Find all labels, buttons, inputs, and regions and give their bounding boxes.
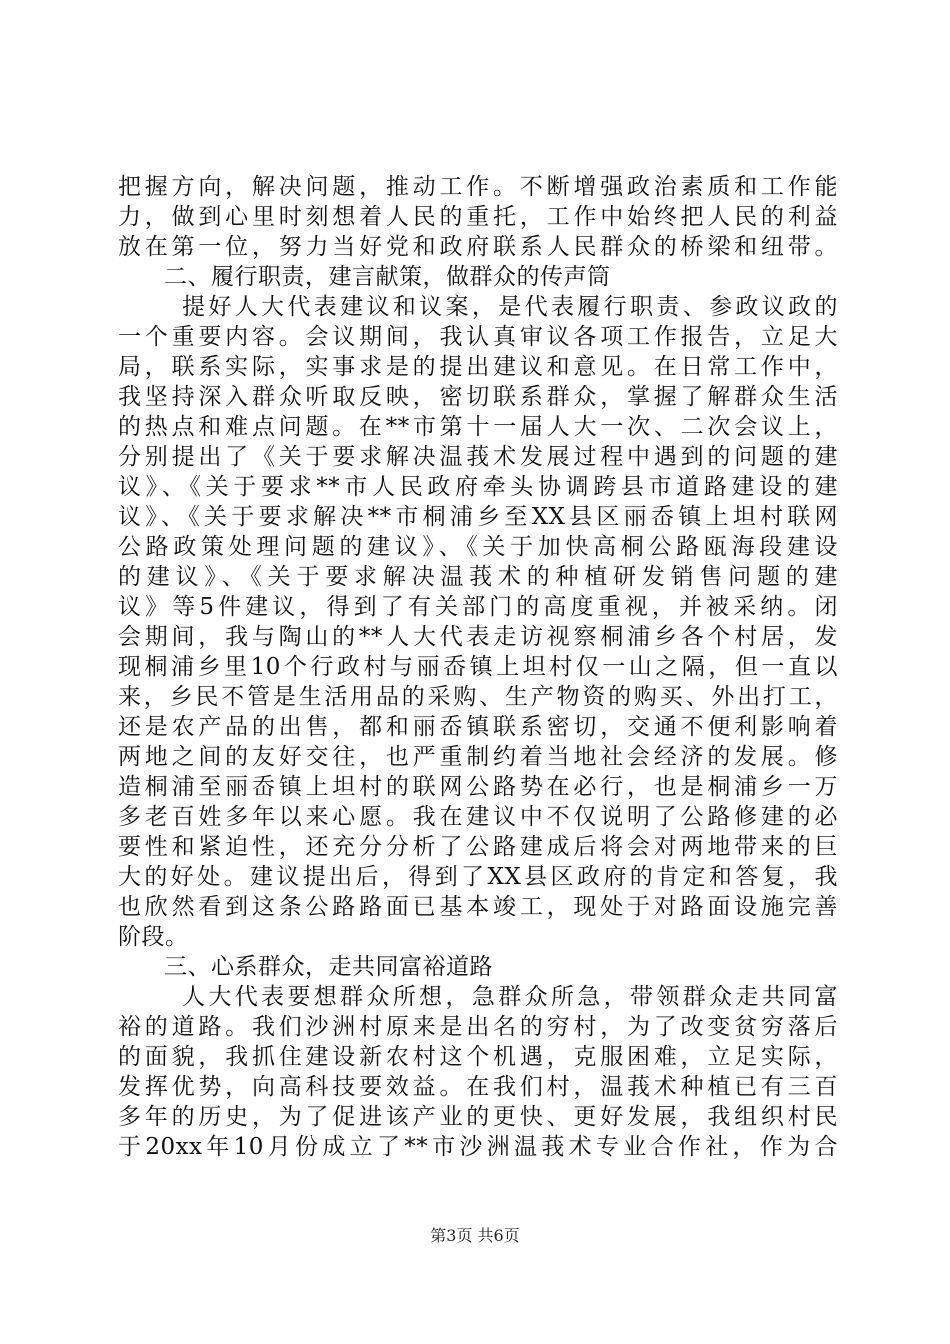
text-line: 局，联系实际，实事求是的提出建议和意见。在日常工作中， — [118, 354, 838, 380]
text-line: 的建议》、《关于要求解决温莪术的种植研发销售问题的建 — [118, 564, 838, 590]
text-line: 还是农产品的出售，都和丽岙镇联系密切，交通不便利影响着 — [118, 714, 838, 740]
section-heading: 三、心系群众，走共同富裕道路 — [164, 954, 493, 980]
text-line: 来，乡民不管是生活用品的采购、生产物资的购买、外出打工， — [118, 684, 838, 710]
text-line: 一个重要内容。会议期间，我认真审议各项工作报告，立足大 — [118, 324, 838, 350]
text-line: 造桐浦至丽岙镇上坦村的联网公路势在必行，也是桐浦乡一万 — [118, 774, 838, 800]
text-line: 议》等5件建议，得到了有关部门的高度重视，并被采纳。闭 — [118, 594, 838, 620]
text-line: 我坚持深入群众听取反映，密切联系群众，掌握了解群众生活 — [118, 384, 838, 410]
page-number-footer: 第3页 共6页 — [430, 1226, 520, 1245]
text-line: 发挥优势，向高科技要效益。在我们村，温莪术种植已有三百 — [118, 1074, 838, 1100]
text-line: 多年的历史，为了促进该产业的更快、更好发展，我组织村民 — [118, 1104, 838, 1130]
text-line: 于20xx年10月份成立了**市沙洲温莪术专业合作社，作为合 — [118, 1134, 838, 1160]
text-line: 裕的道路。我们沙洲村原来是出名的穷村，为了改变贫穷落后 — [118, 1014, 838, 1040]
text-line: 放在第一位，努力当好党和政府联系人民群众的桥梁和纽带。 — [118, 234, 838, 260]
text-line: 人大代表要想群众所想，急群众所急，带领群众走共同富 — [182, 984, 838, 1010]
text-line: 大的好处。建议提出后，得到了XX县区政府的肯定和答复，我 — [118, 864, 838, 890]
text-line: 议》、《关于要求**市人民政府牵头协调跨县市道路建设的建 — [118, 474, 838, 500]
text-line: 要性和紧迫性，还充分分析了公路建成后将会对两地带来的巨 — [118, 834, 838, 860]
text-line: 现桐浦乡里10个行政村与丽岙镇上坦村仅一山之隔，但一直以 — [118, 654, 838, 680]
text-line: 会期间，我与陶山的**人大代表走访视察桐浦乡各个村居，发 — [118, 624, 838, 650]
text-line: 多老百姓多年以来心愿。我在建议中不仅说明了公路修建的必 — [118, 804, 838, 830]
text-line: 两地之间的友好交往，也严重制约着当地社会经济的发展。修 — [118, 744, 838, 770]
text-line: 力，做到心里时刻想着人民的重托，工作中始终把人民的利益 — [118, 204, 838, 230]
section-heading: 二、履行职责，建言献策，做群众的传声筒 — [164, 264, 611, 290]
text-line: 把握方向，解决问题，推动工作。不断增强政治素质和工作能 — [118, 174, 838, 200]
body-text — [118, 172, 838, 1162]
text-line: 的面貌，我抓住建设新农村这个机遇，克服困难，立足实际， — [118, 1044, 838, 1070]
text-line: 议》、《关于要求解决**市桐浦乡至XX县区丽岙镇上坦村联网 — [118, 504, 838, 530]
text-line: 分别提出了《关于要求解决温莪术发展过程中遇到的问题的建 — [118, 444, 838, 470]
text-line: 公路政策处理问题的建议》、《关于加快高桐公路瓯海段建设 — [118, 534, 838, 560]
text-line: 阶段。 — [118, 924, 189, 950]
text-line: 也欣然看到这条公路路面已基本竣工，现处于对路面设施完善 — [118, 894, 838, 920]
text-line: 提好人大代表建议和议案，是代表履行职责、参政议政的 — [182, 294, 838, 320]
text-line: 的热点和难点问题。在**市第十一届人大一次、二次会议上， — [118, 414, 838, 440]
